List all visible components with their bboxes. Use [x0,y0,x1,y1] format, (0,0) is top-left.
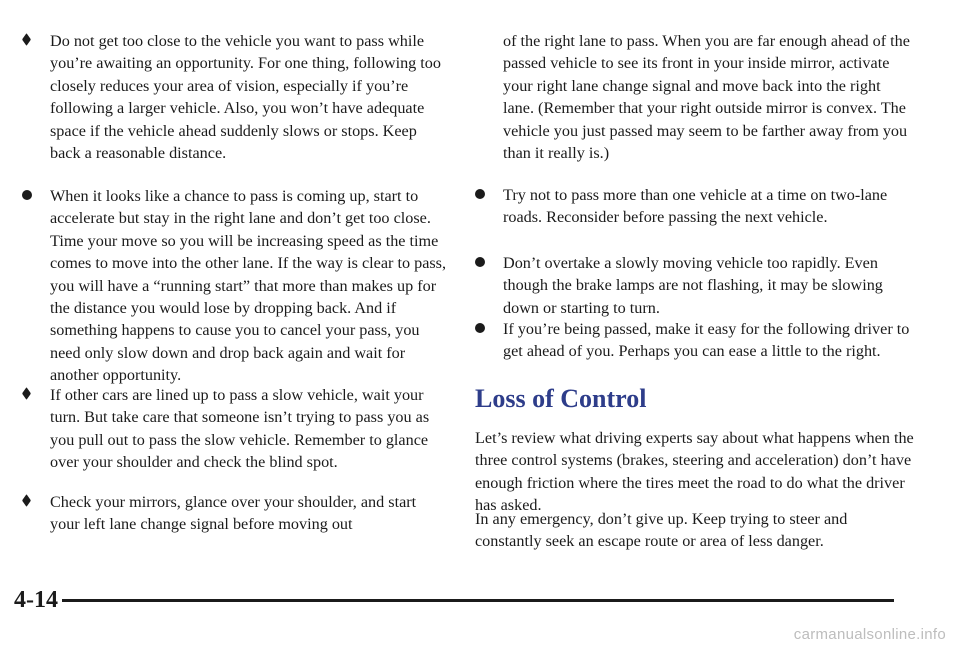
footer-divider [62,599,894,602]
watermark: carmanualsonline.info [793,626,946,643]
list-item-text: If you’re being passed, make it easy for the following driver to get ahead of you. Perhaps you can ease a little to the right. [503,320,910,361]
body-paragraph: In any emergency, don’t give up. Keep trying to steer and constantly seek an escape route or area of less danger. [475,510,848,551]
section-heading: Loss of Control [475,384,647,413]
bullet-icon [22,387,31,400]
bullet-icon [22,190,32,200]
list-item-text: If other cars are lined up to pass a slow vehicle, wait your turn. But take care that someone isn’t trying to pass you as you pull out to pass the slow vehicle. Remember to glance over your shoulder and check the blind spot. [50,386,430,472]
list-item-text: Check your mirrors, glance over your shoulder, and start your left lane change signal before moving out [50,493,417,534]
list-item-text: Don’t overtake a slowly moving vehicle too rapidly. Even though the brake lamps are not flashing, it may be slowing down or starting to turn. [503,254,883,317]
list-item [475,252,921,319]
bullet-icon [475,257,485,267]
list-item [475,184,913,229]
list-item [475,318,915,363]
list-item-text: When it looks like a chance to pass is coming up, start to accelerate but stay in the right lane and don’t get too close. Time your move so you will be increasing speed as the time comes to move into the other lane. If the way is clear to pass, you will have a “running start” that more than makes up for the distance you would lose by dropping back. And if something happens to cause you to cancel your pass, you need only slow down and drop back again and wait for another opportunity. [50,187,447,385]
list-item [22,185,450,387]
body-paragraph: Let’s review what driving experts say about what happens when the three control systems (brakes, steering and acceleration) don’t have enough friction where the tires meet the road to do what the driver has asked. [475,429,914,515]
page-number: 4-14 [14,587,58,613]
list-item [22,30,442,164]
list-item-text: Try not to pass more than one vehicle at a time on two-lane roads. Reconsider before passing the next vehicle. [503,186,888,227]
list-item [22,491,446,536]
continuation-paragraph: of the right lane to pass. When you are far enough ahead of the passed vehicle to see its front in your inside mirror, activate your right lane change signal and move back into the right lane. (Remember that your right outside mirror is convex. The vehicle you just passed may seem to be farther away from you than it really is.) [503,32,910,163]
bullet-icon [475,323,485,333]
list-item [22,384,446,474]
bullet-icon [22,33,31,46]
bullet-icon [475,189,485,199]
list-item-text: Do not get too close to the vehicle you want to pass while you’re awaiting an opportunity. For one thing, following too closely reduces your area of vision, especially if you’re following a larger vehicle. Also, you won’t have adequate space if the vehicle ahead suddenly slows or stops. Keep back a reasonable distance. [50,32,441,163]
bullet-icon [22,494,31,507]
